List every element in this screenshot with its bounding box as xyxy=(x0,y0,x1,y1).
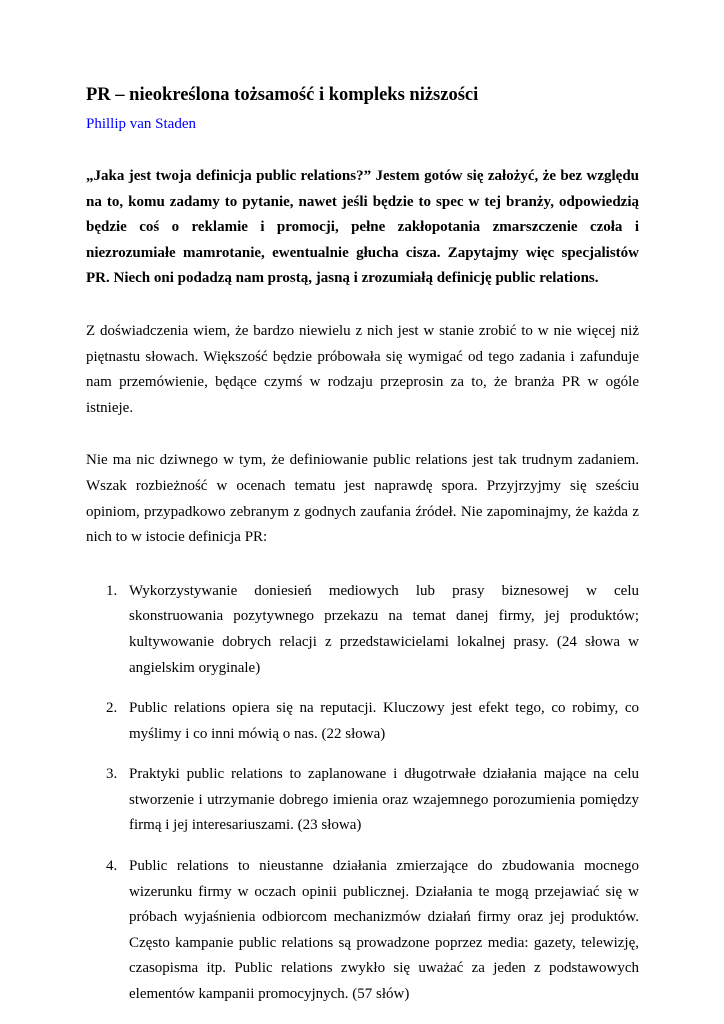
list-item-number: 2. xyxy=(106,700,118,717)
list-item xyxy=(86,696,639,747)
body-paragraph: Nie ma nic dziwnego w tym, że definiowanie public relations jest tak trudnym zadaniem. Wszak rozbieżność w ocenach tematu jest naprawdę spora. Przyjrzyjmy się sześciu opiniom, przypadkowo zebranym z godnych zaufania źródeł. Nie zapominajmy, że każda z nich to w istocie definicja PR: xyxy=(86,452,639,546)
author-link[interactable]: Phillip van Staden xyxy=(86,116,196,132)
document-title: PR – nieokreślona tożsamość i kompleks niższości xyxy=(86,85,479,105)
list-item-number: 3. xyxy=(106,766,118,783)
list-item xyxy=(86,579,639,681)
list-item xyxy=(86,854,639,1008)
lead-paragraph: „Jaka jest twoja definicja public relations?” Jestem gotów się założyć, że bez względu na to, komu zadamy to pytanie, nawet jeśli będzie to spec w tej branży, odpowiedzią będzie coś o reklamie i promocji, pełne zakłopotania zmarszczenie czoła i niezrozumiałe mamrotanie, ewentualnie głucha cisza. Zapytajmy więc specjalistów PR. Niech oni podadzą nam prostą, jasną i zrozumiałą definicję public relations. xyxy=(86,168,639,287)
body-paragraph: Z doświadczenia wiem, że bardzo niewielu z nich jest w stanie zrobić to w nie więcej niż piętnastu słowach. Większość będzie próbowała się wymigać od tego zadania i zafunduje nam przemówienie, będące czymś w rodzaju przeprosin za to, że branża PR w ogóle istnieje. xyxy=(86,322,639,416)
list-item-text: Wykorzystywanie doniesień mediowych lub prasy biznesowej w celu skonstruowania pozytywnego przekazu na temat danej firmy, jej produktów; kultywowanie dobrych relacji z przedstawicielami lokalnej prasy. (24 słowa w angielskim oryginale) xyxy=(129,582,639,676)
definitions-list xyxy=(86,579,639,1008)
list-item-text: Public relations to nieustanne działania zmierzające do zbudowania mocnego wizerunku firmy w oczach opinii publicznej. Działania te mogą przejawiać się w próbach wyjaśnienia odbiorcom mechanizmów działań firmy oraz jej produktów. Często kampanie public relations są prowadzone poprzez media: gazety, telewizję, czasopisma itp. Public relations zwykło się uważać za jeden z podstawowych elementów kampanii promocyjnych. (57 słów) xyxy=(129,858,639,1003)
list-item-text: Praktyki public relations to zaplanowane i długotrwałe działania mające na celu stworzenie i utrzymanie dobrego imienia oraz wzajemnego porozumienia pomiędzy firmą i jej interesariuszami. (23 słowa) xyxy=(129,766,639,834)
document-page xyxy=(86,82,639,1023)
list-item-text: Public relations opiera się na reputacji. Kluczowy jest efekt tego, co robimy, co myślimy i co inni mówią o nas. (22 słowa) xyxy=(129,700,639,742)
list-item-number: 1. xyxy=(106,582,118,599)
list-item-number: 4. xyxy=(106,858,118,875)
list-item xyxy=(86,762,639,839)
